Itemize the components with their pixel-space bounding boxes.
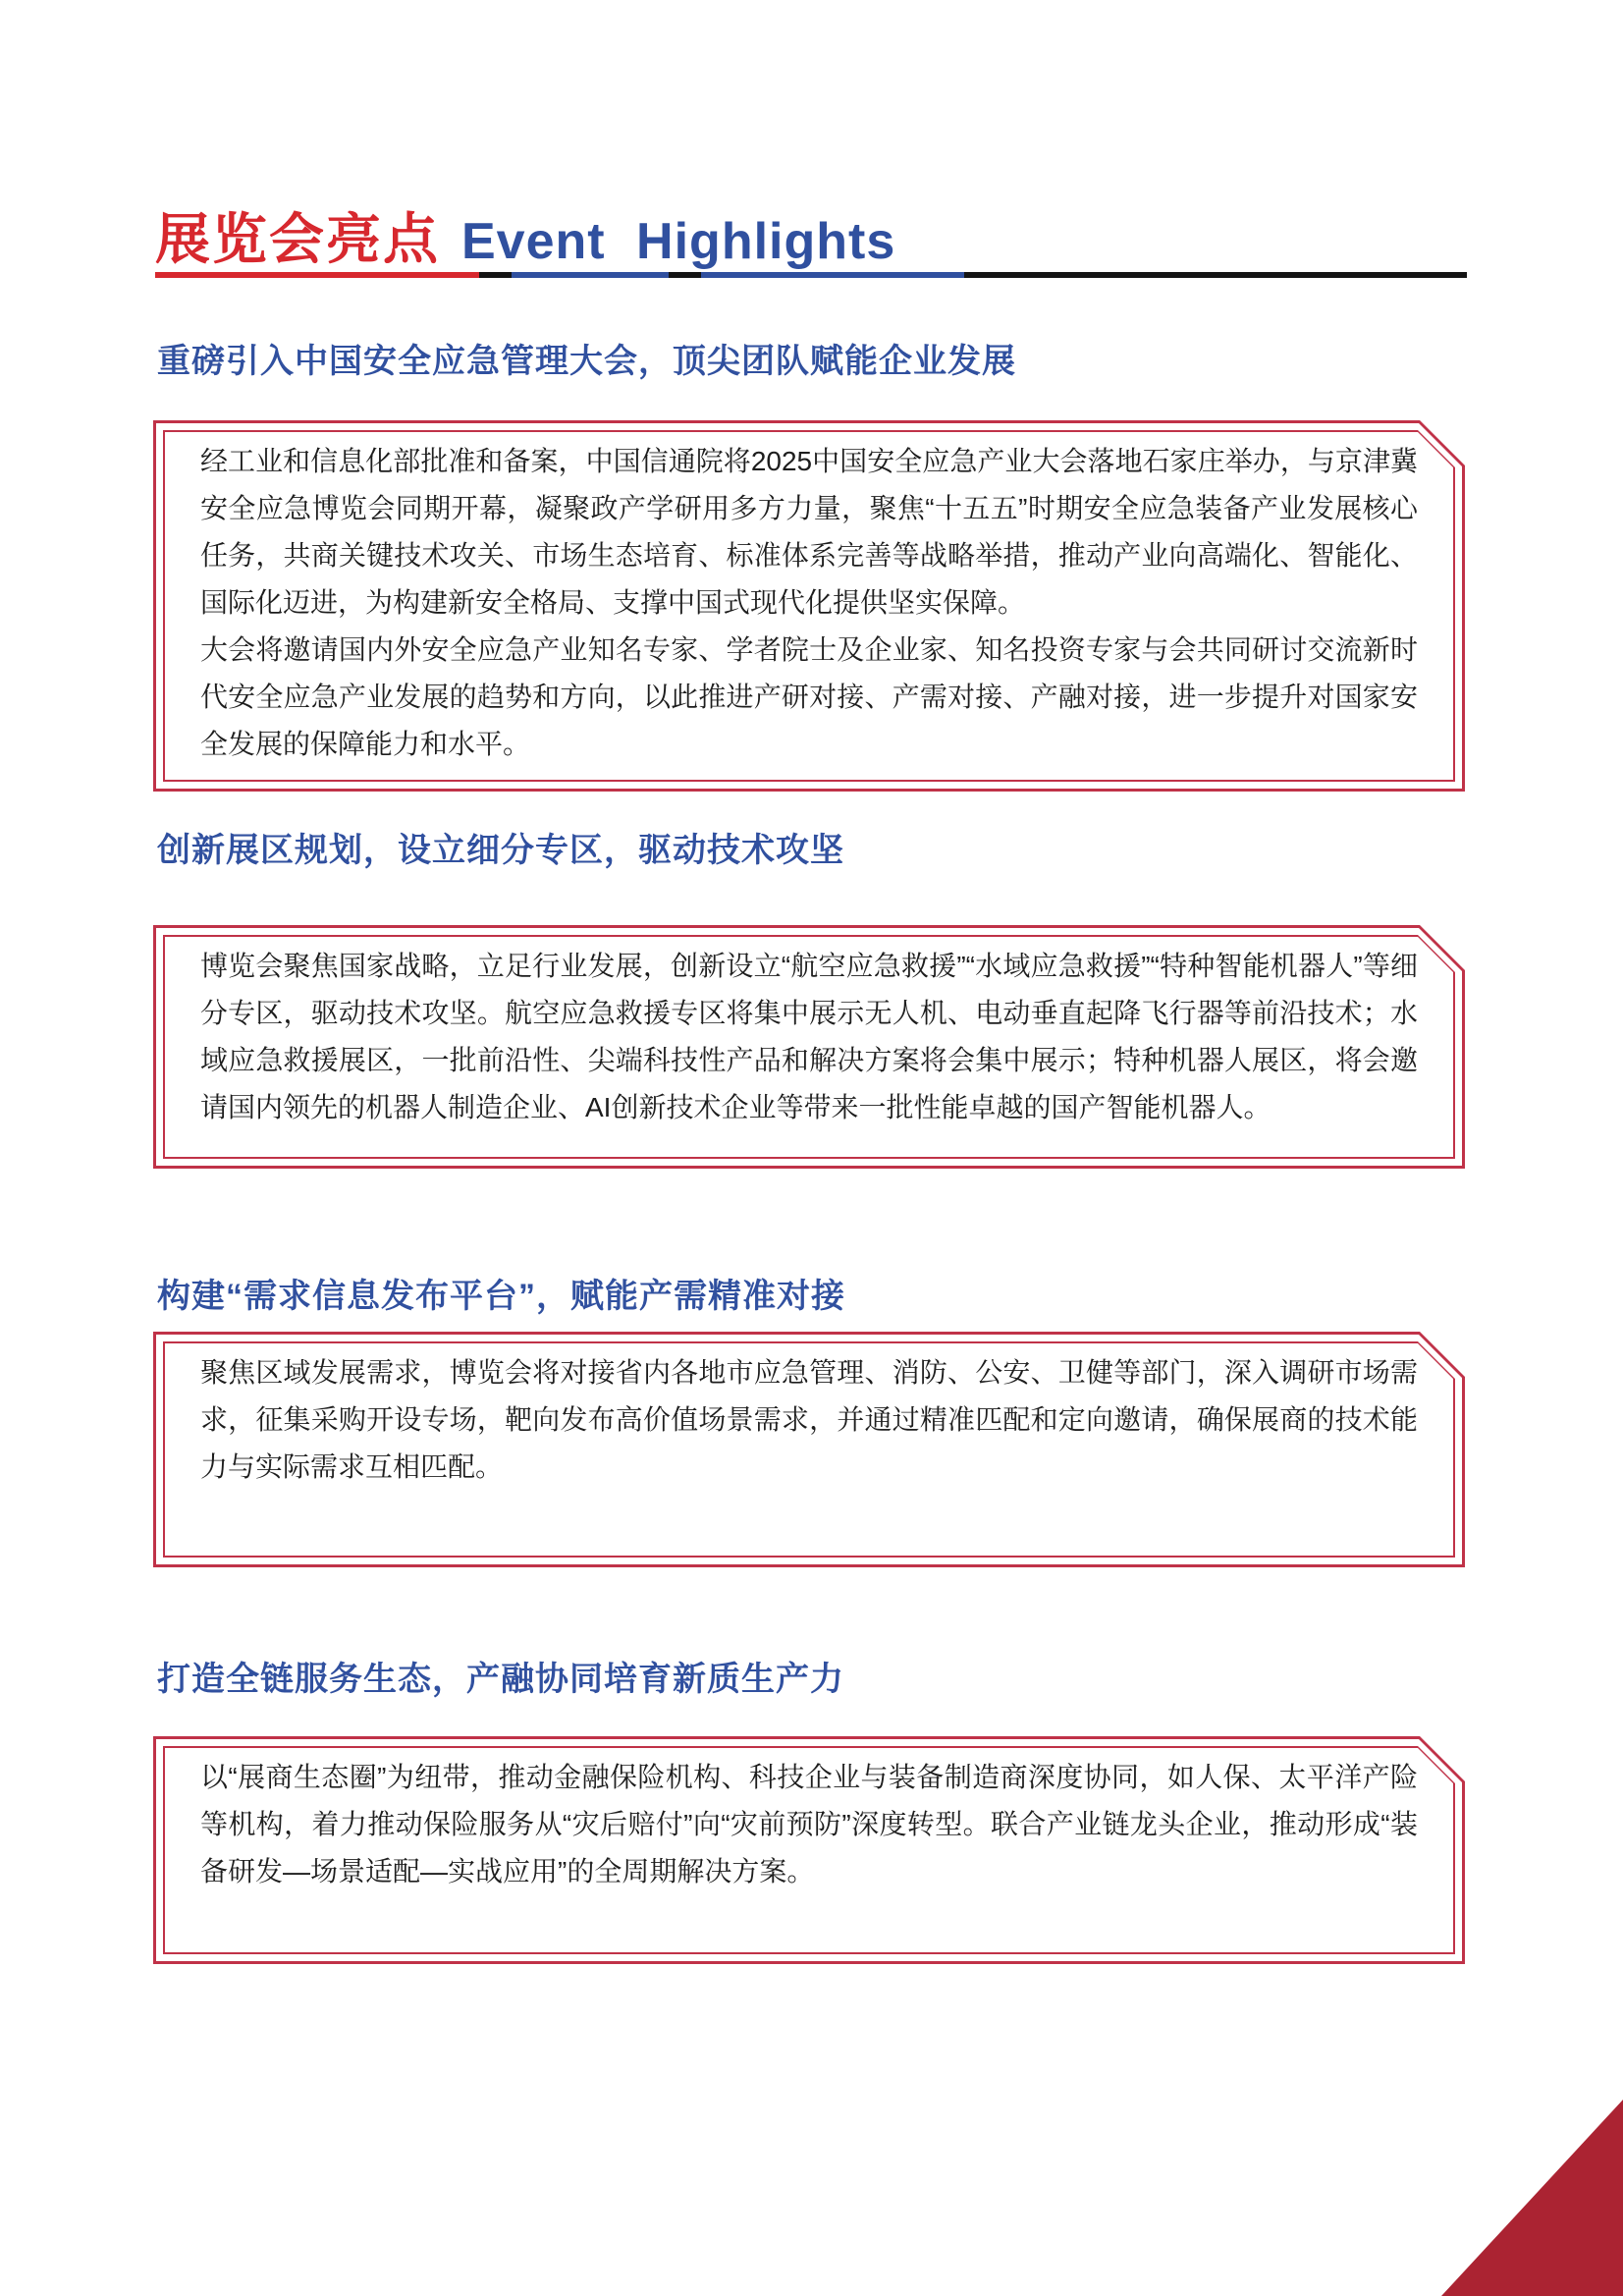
section-heading-4: 打造全链服务生态，产融协同培育新质生产力 <box>157 1661 844 1698</box>
section-box-3 <box>153 1332 1465 1567</box>
section-box-2 <box>153 925 1465 1169</box>
paragraph: 大会将邀请国内外安全应急产业知名专家、学者院士及企业家、知名投资专家与会共同研讨交流新时代安全应急产业发展的趋势和方向，以此推进产研对接、产需对接、产融对接，进一步提升对国家安全发展的保障能力和水平。 <box>200 634 1418 759</box>
section-box-4 <box>153 1736 1465 1964</box>
section-body-2 <box>153 925 1465 1169</box>
section-box-1 <box>153 420 1465 792</box>
paragraph: 博览会聚焦国家战略，立足行业发展，创新设立“航空应急救援”“水域应急救援”“特种智能机器人”等细分专区，驱动技术攻坚。航空应急救援专区将集中展示无人机、电动垂直起降飞行器等前沿技术；水域应急救援展区，一批前沿性、尖端科技性产品和解决方案将会集中展示；特种机器人展区，将会邀请国内领先的机器人制造企业、AI创新技术企业等带来一批性能卓越的国产智能机器人。 <box>200 951 1418 1122</box>
underline-segment-red <box>155 272 479 278</box>
section-body-1 <box>153 420 1465 792</box>
section-body-4 <box>153 1736 1465 1964</box>
corner-triangle-decoration <box>1441 2100 1623 2296</box>
underline-segment-blue <box>701 272 964 278</box>
paragraph: 经工业和信息化部批准和备案，中国信通院将2025中国安全应急产业大会落地石家庄举办，与京津冀安全应急博览会同期开幕，凝聚政产学研用多方力量，聚焦“十五五”时期安全应急装备产业发展核心任务，共商关键技术攻关、市场生态培育、标准体系完善等战略举措，推动产业向高端化、智能化、国际化迈进，为构建新安全格局、支撑中国式现代化提供坚实保障。 <box>200 446 1418 618</box>
paragraph: 以“展商生态圈”为纽带，推动金融保险机构、科技企业与装备制造商深度协同，如人保、太平洋产险等机构，着力推动保险服务从“灾后赔付”向“灾前预防”深度转型。联合产业链龙头企业，推动形成“装备研发—场景适配—实战应用”的全周期解决方案。 <box>200 1762 1418 1886</box>
underline-segment-black <box>479 272 512 278</box>
page-title-en: Event Highlights <box>461 213 896 270</box>
section-heading-1: 重磅引入中国安全应急管理大会，顶尖团队赋能企业发展 <box>157 343 1016 380</box>
title-underline <box>155 272 1467 278</box>
paragraph: 聚焦区域发展需求，博览会将对接省内各地市应急管理、消防、公安、卫健等部门，深入调研市场需求，征集采购开设专场，靶向发布高价值场景需求，并通过精准匹配和定向邀请，确保展商的技术能力与实际需求互相匹配。 <box>200 1357 1418 1482</box>
page-title-zh: 展览会亮点 <box>155 208 440 270</box>
page-title <box>155 196 895 275</box>
underline-segment-black <box>669 272 701 278</box>
section-body-3 <box>153 1332 1465 1567</box>
underline-segment-blue <box>512 272 669 278</box>
section-heading-3: 构建“需求信息发布平台”，赋能产需精准对接 <box>157 1278 845 1315</box>
underline-segment-black <box>964 272 1467 278</box>
section-heading-2: 创新展区规划，设立细分专区，驱动技术攻坚 <box>157 832 844 869</box>
